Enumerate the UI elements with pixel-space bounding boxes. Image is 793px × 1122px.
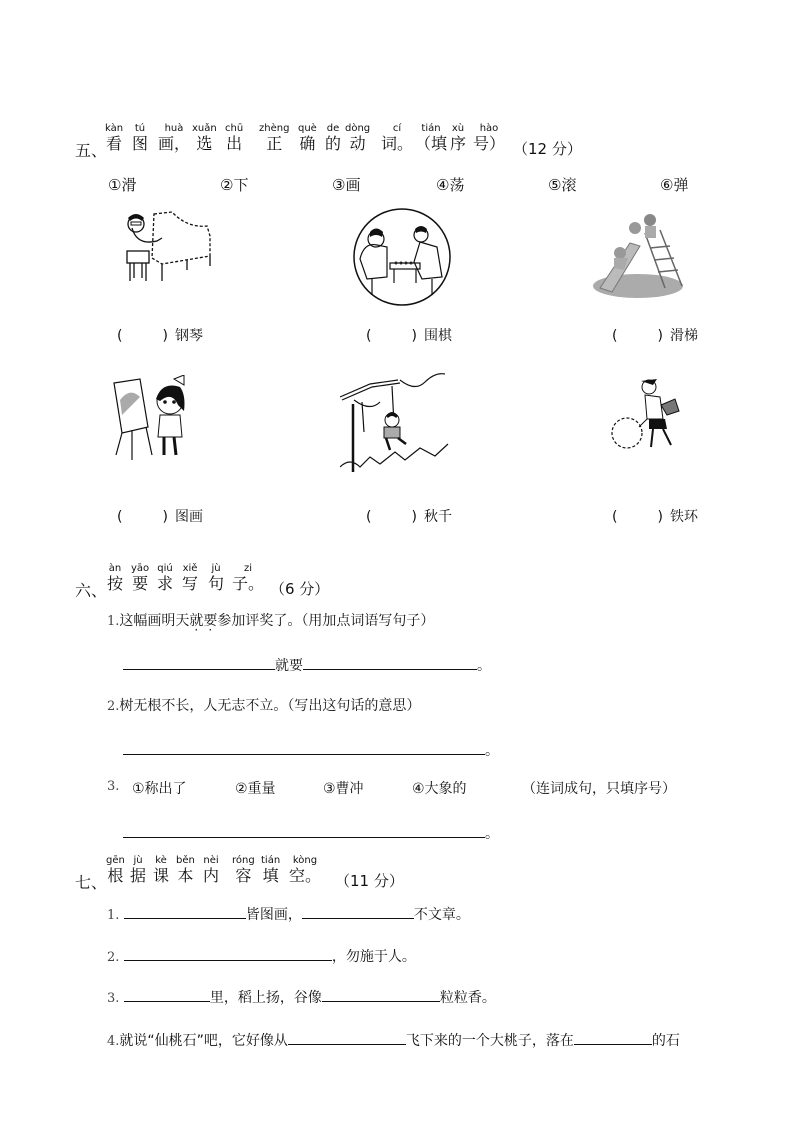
answer-line[interactable] xyxy=(124,904,246,919)
ruby-char: kè 课 xyxy=(153,855,170,885)
ruby-char: tián 填 xyxy=(261,855,281,885)
ruby-char: kòng 空。 xyxy=(289,855,322,885)
ruby-char: gēn 根 xyxy=(106,855,125,885)
section-number: 七、 xyxy=(75,873,108,892)
answer-line[interactable] xyxy=(302,904,414,919)
caption-piano: ( ) 钢琴 xyxy=(117,328,203,344)
ruby-char: chū 出 xyxy=(225,123,244,153)
s6-answer-1: 就要 。 xyxy=(123,655,491,675)
option-2: ②下 xyxy=(220,176,249,194)
ruby-char: cí 词。 xyxy=(381,123,414,153)
answer-blank[interactable]: ( ) xyxy=(366,328,417,344)
swing-illustration xyxy=(340,372,455,472)
section6-heading xyxy=(75,564,375,600)
answer-line[interactable] xyxy=(123,823,485,838)
option-4: ④荡 xyxy=(436,176,465,194)
s7-question-3: 3. 里，稻上扬，谷像 粒粒香。 xyxy=(107,987,496,1007)
hoop-rolling-boy-illustration xyxy=(605,375,700,455)
option-6: ⑥弹 xyxy=(660,176,689,194)
ruby-char: jù 据 xyxy=(130,855,147,885)
s6-answer-3: 。 xyxy=(123,823,499,843)
s6-question-1: 1.这幅画明天就要参加评奖了。（用加点词语写句子） xyxy=(107,613,435,629)
answer-line[interactable] xyxy=(574,1030,652,1045)
section5-heading xyxy=(75,124,595,160)
caption-swing: ( ) 秋千 xyxy=(366,509,452,525)
caption-painting: ( ) 图画 xyxy=(117,509,203,525)
answer-line[interactable] xyxy=(288,1030,406,1045)
piano-player-illustration xyxy=(112,206,217,286)
ruby-char: hào 号） xyxy=(473,123,506,153)
ruby-char: zhèng 正 xyxy=(259,123,290,153)
s6-answer-2: 。 xyxy=(123,740,499,760)
answer-blank[interactable]: ( ) xyxy=(612,328,663,344)
ruby-char: xuǎn 选 xyxy=(192,123,217,153)
option-1: ①滑 xyxy=(108,176,137,194)
painting-girl-illustration xyxy=(112,375,192,463)
ruby-char: zi 子。 xyxy=(232,563,265,593)
ruby-char: běn 本 xyxy=(176,855,195,885)
answer-line[interactable] xyxy=(124,987,210,1002)
ruby-char: qiú 求 xyxy=(157,563,174,593)
ruby-char: yāo 要 xyxy=(131,563,150,593)
ruby-char: nèi 内 xyxy=(203,855,220,885)
slide-illustration xyxy=(590,208,690,300)
s6-question-2: 2.树无根不长，人无志不立。（写出这句话的意思） xyxy=(107,698,421,714)
s7-question-4: 4.就说“仙桃石”吧，它好像从 飞下来的一个大桃子，落在 的石 xyxy=(107,1030,680,1050)
answer-line[interactable] xyxy=(124,946,332,961)
answer-line[interactable] xyxy=(303,655,477,670)
section-number: 五、 xyxy=(75,141,108,160)
ruby-char: tián （填 xyxy=(415,123,448,153)
ruby-char: xiě 写 xyxy=(182,563,199,593)
answer-blank[interactable]: ( ) xyxy=(366,509,417,525)
s7-question-1: 1. 皆图画， 不文章。 xyxy=(107,904,470,924)
ruby-char: dòng 动 xyxy=(345,123,371,153)
section-score: （11 分） xyxy=(335,872,404,890)
section7-heading xyxy=(75,856,435,892)
answer-line[interactable] xyxy=(123,740,485,755)
caption-go: ( ) 围棋 xyxy=(366,328,452,344)
answer-line[interactable] xyxy=(123,655,275,670)
ruby-char: àn 按 xyxy=(107,563,124,593)
ruby-char: xù 序 xyxy=(450,123,467,153)
ruby-char: jù 句 xyxy=(208,563,225,593)
ruby-char: què 确 xyxy=(298,123,317,153)
answer-blank[interactable]: ( ) xyxy=(117,328,168,344)
go-players-illustration xyxy=(352,207,452,307)
answer-blank[interactable]: ( ) xyxy=(117,509,168,525)
option-3: ③画 xyxy=(332,176,361,194)
section-number: 六、 xyxy=(75,581,108,600)
ruby-char: róng 容 xyxy=(232,855,255,885)
section-score: （12 分） xyxy=(513,140,582,158)
answer-blank[interactable]: ( ) xyxy=(612,509,663,525)
option-5: ⑤滚 xyxy=(548,176,577,194)
section-score: （6 分） xyxy=(270,580,330,598)
s6-question-3: 3. ①称出了 ②重量 ③曹冲 ④大象的 （连词成句，只填序号） xyxy=(107,779,676,797)
ruby-char: tú 图 xyxy=(132,123,149,153)
ruby-char: de 的 xyxy=(325,123,342,153)
s7-question-2: 2. ，勿施于人。 xyxy=(107,946,416,966)
answer-line[interactable] xyxy=(322,987,440,1002)
caption-hoop: ( ) 铁环 xyxy=(612,509,698,525)
caption-slide: ( ) 滑梯 xyxy=(612,328,698,344)
ruby-char: kàn 看 xyxy=(105,123,124,153)
ruby-char: huà 画， xyxy=(158,123,191,153)
